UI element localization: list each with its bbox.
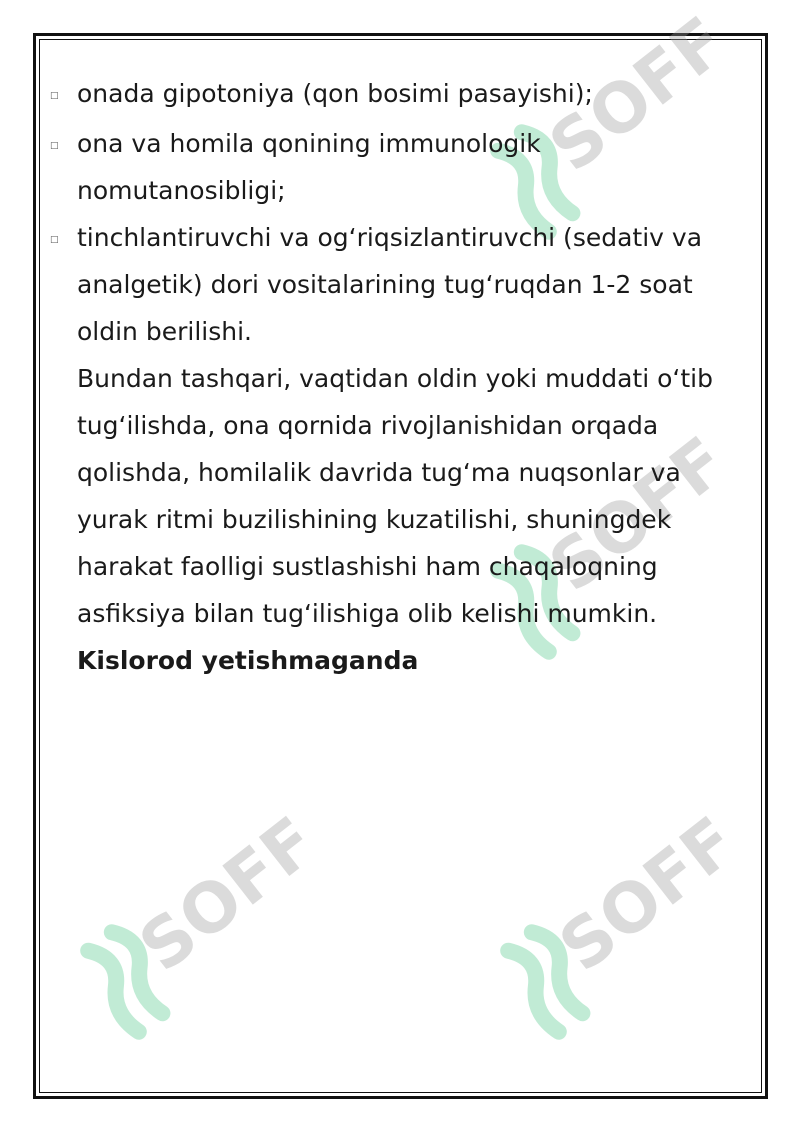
bullet-icon: □ [50,141,59,151]
list-item [50,120,730,214]
list-item [50,70,730,120]
section-heading: Kislorod yetishmaganda [77,646,419,675]
list-item-text: onada gipotoniya (qon bosimi pasayishi); [77,79,593,108]
bullet-icon: □ [50,91,59,101]
body-paragraph: Bundan tashqari, vaqtidan oldin yoki muddati o‘tib tug‘ilishda, ona qornida rivojlanishidan orqada qolishda, homilalik davrida tug‘ma nuqsonlar va yurak ritmi buzilishining kuzatilishi, shuningdek harakat faolligi sustlashishi ham chaqaloqning asfiksiya bilan tug‘ilishiga olib kelishi mumkin. [77,364,713,628]
bullet-icon: □ [50,235,59,245]
watermark-text: SOFF [545,802,752,988]
page-content [50,70,730,684]
watermark-text: SOFF [125,802,332,988]
watermark-text: SOFF [535,2,742,188]
watermark-text: SOFF [535,422,742,608]
list-item [50,214,730,355]
list-item-text: tinchlantiruvchi va og‘riqsizlantiruvchi (sedativ va analgetik) dori vositalarining tug‘ruqdan 1-2 soat oldin berilishi. [77,223,703,346]
list-item-text: ona va homila qonining immunologik nomutanosibligi; [77,129,541,205]
